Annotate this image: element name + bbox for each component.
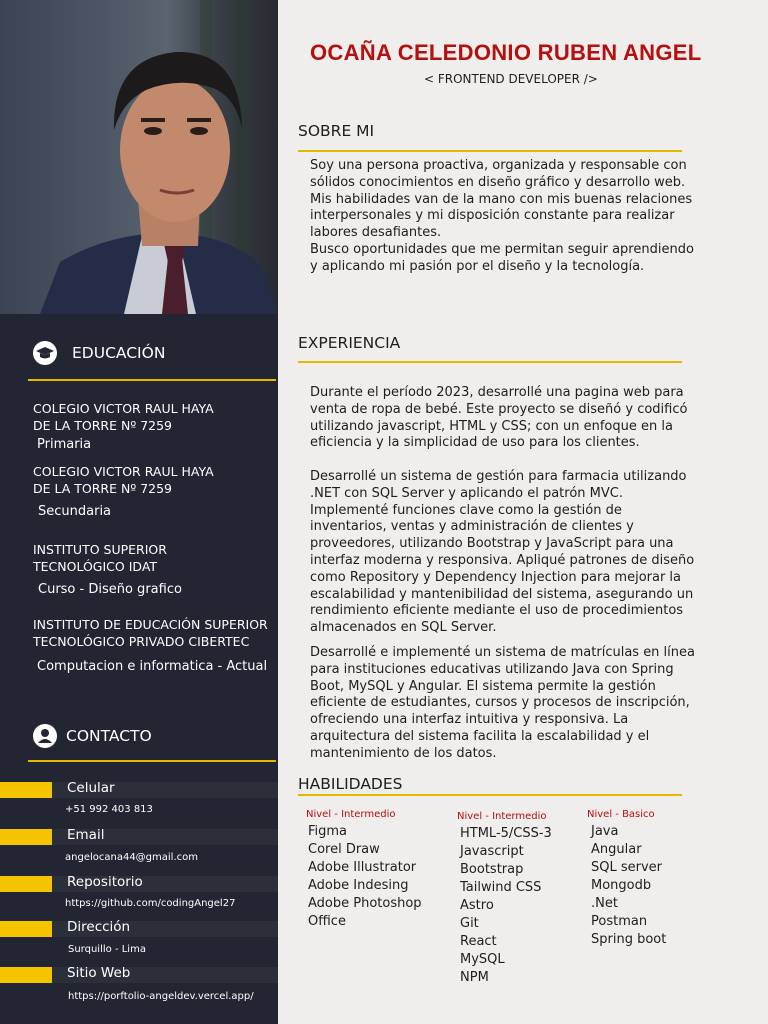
skill-item: Adobe Indesing (308, 878, 409, 893)
education-item: COLEGIO VICTOR RAUL HAYA DE LA TORRE Nº 7259 (33, 464, 214, 496)
contact-heading (33, 724, 152, 748)
skills-column-backend (587, 809, 666, 949)
skill-item: Javascript (460, 844, 524, 859)
education-level: Secundaria (38, 504, 112, 519)
website-link[interactable]: https://porftolio-angeldev.vercel.app/ (68, 991, 254, 1002)
experience-item: Desarrollé un sistema de gestión para farmacia utilizando .NET con SQL Server y aplicando el patrón MVC. Implementé funciones clave como la gestión de inventarios, ventas y administración de clientes y proveedores, utilizando Bootstrap y JavaScript para una interfaz moderna y responsiva. Apliqué patrones de diseño como Repository y Dependency Injection para mejorar la escalabilidad y mantenibilidad del sistema, asegurando un rendimiento eficiente mediante el uso de procedimientos almacenados en SQL Server. (310, 469, 695, 636)
full-name: OCAÑA CELEDONIO RUBEN ANGEL (310, 40, 702, 65)
contact-divider (28, 760, 276, 762)
graduation-cap-icon (33, 341, 57, 365)
skill-item: MySQL (460, 952, 505, 967)
experience-item: Durante el período 2023, desarrollé una pagina web para venta de ropa de bebé. Este proyecto se diseñó y codificó utilizando javascript, HTML y CSS; con un enfoque en la eficiencia y la simplicidad de uso para los clientes. (310, 385, 688, 451)
contact-row-repository (0, 876, 278, 892)
skill-item: Mongodb (591, 878, 652, 893)
skills-column-frontend (457, 811, 552, 987)
skill-item: Figma (308, 824, 348, 839)
education-level: Computacion e informatica - Actual (37, 659, 268, 674)
education-title: EDUCACIÓN (72, 344, 166, 362)
skill-item: SQL server (591, 860, 663, 875)
skills-column-design (306, 809, 422, 931)
contact-label: Dirección (67, 919, 131, 935)
experience-item: Desarrollé e implementé un sistema de matrículas en línea para instituciones educativas utilizando Java con Spring Boot, MySQL y Angular. El sistema permite la gestión eficiente de estudiantes, cursos y procesos de inscripción, ofreciendo una interfaz intuitiva y responsiva. La arquitectura del sistema facilita la escalabilidad y el mantenimiento de los datos. (310, 645, 695, 761)
skill-item: Adobe Photoshop (308, 896, 422, 911)
skill-item: Angular (591, 842, 642, 857)
skill-item: React (460, 934, 497, 949)
profile-photo (0, 0, 278, 314)
contact-label: Sitio Web (67, 965, 131, 981)
about-text: Soy una persona proactiva, organizada y responsable con sólidos conocimientos en diseño gráfico y desarrollo web. Mis habilidades van de la mano con mis buenas relaciones interpersonales y mi disposición constante para realizar labores desafiantes. Busco oportunidades que me permitan seguir aprendiendo y aplicando mi pasión por el diseño y la tecnología. (310, 158, 694, 274)
education-item: INSTITUTO DE EDUCACIÓN SUPERIOR TECNOLÓGICO PRIVADO CIBERTEC (33, 617, 268, 649)
skill-item: Postman (591, 914, 648, 929)
repository-link[interactable]: https://github.com/codingAngel27 (65, 898, 236, 909)
email-link[interactable]: angelocana44@gmail.com (65, 852, 198, 863)
education-item: INSTITUTO SUPERIOR TECNOLÓGICO IDAT (33, 542, 167, 574)
skill-item: NPM (460, 970, 489, 985)
skill-item: Tailwind CSS (460, 880, 542, 895)
skill-level: Nivel - Intermedio (457, 811, 547, 822)
contact-row-website (0, 967, 278, 983)
skill-item: Corel Draw (308, 842, 380, 857)
skill-level: Nivel - Intermedio (306, 809, 396, 820)
sidebar (0, 0, 278, 1024)
skills-divider (298, 794, 682, 796)
experience-heading: EXPERIENCIA (298, 334, 401, 352)
contact-row-phone (0, 782, 278, 798)
contact-row-address (0, 921, 278, 937)
contact-label: Email (67, 827, 105, 843)
skill-item: Spring boot (591, 932, 667, 947)
skill-item: .Net (591, 896, 618, 911)
education-level: Primaria (37, 437, 92, 452)
phone-value[interactable]: +51 992 403 813 (65, 804, 153, 815)
skill-item: Astro (460, 898, 494, 913)
skill-level: Nivel - Basico (587, 809, 655, 820)
skill-item: Java (591, 824, 619, 839)
skill-item: Office (308, 914, 346, 929)
user-icon (33, 724, 57, 748)
skill-item: Adobe Illustrator (308, 860, 417, 875)
address-value: Surquillo - Lima (68, 944, 146, 955)
education-heading (33, 341, 165, 365)
contact-label: Repositorio (67, 874, 143, 890)
job-title: < FRONTEND DEVELOPER /> (424, 72, 598, 86)
contact-title: CONTACTO (66, 727, 152, 745)
about-heading: SOBRE MI (298, 122, 375, 140)
education-divider (28, 379, 276, 381)
contact-label: Celular (67, 780, 115, 796)
education-item: COLEGIO VICTOR RAUL HAYA DE LA TORRE Nº 7259 (33, 401, 214, 433)
skill-item: HTML-5/CSS-3 (460, 826, 552, 841)
skills-heading: HABILIDADES (298, 775, 403, 793)
skill-item: Bootstrap (460, 862, 524, 877)
contact-row-email (0, 829, 278, 845)
education-level: Curso - Diseño grafico (38, 582, 182, 597)
about-divider (298, 150, 682, 152)
skill-item: Git (460, 916, 479, 931)
experience-divider (298, 361, 682, 363)
